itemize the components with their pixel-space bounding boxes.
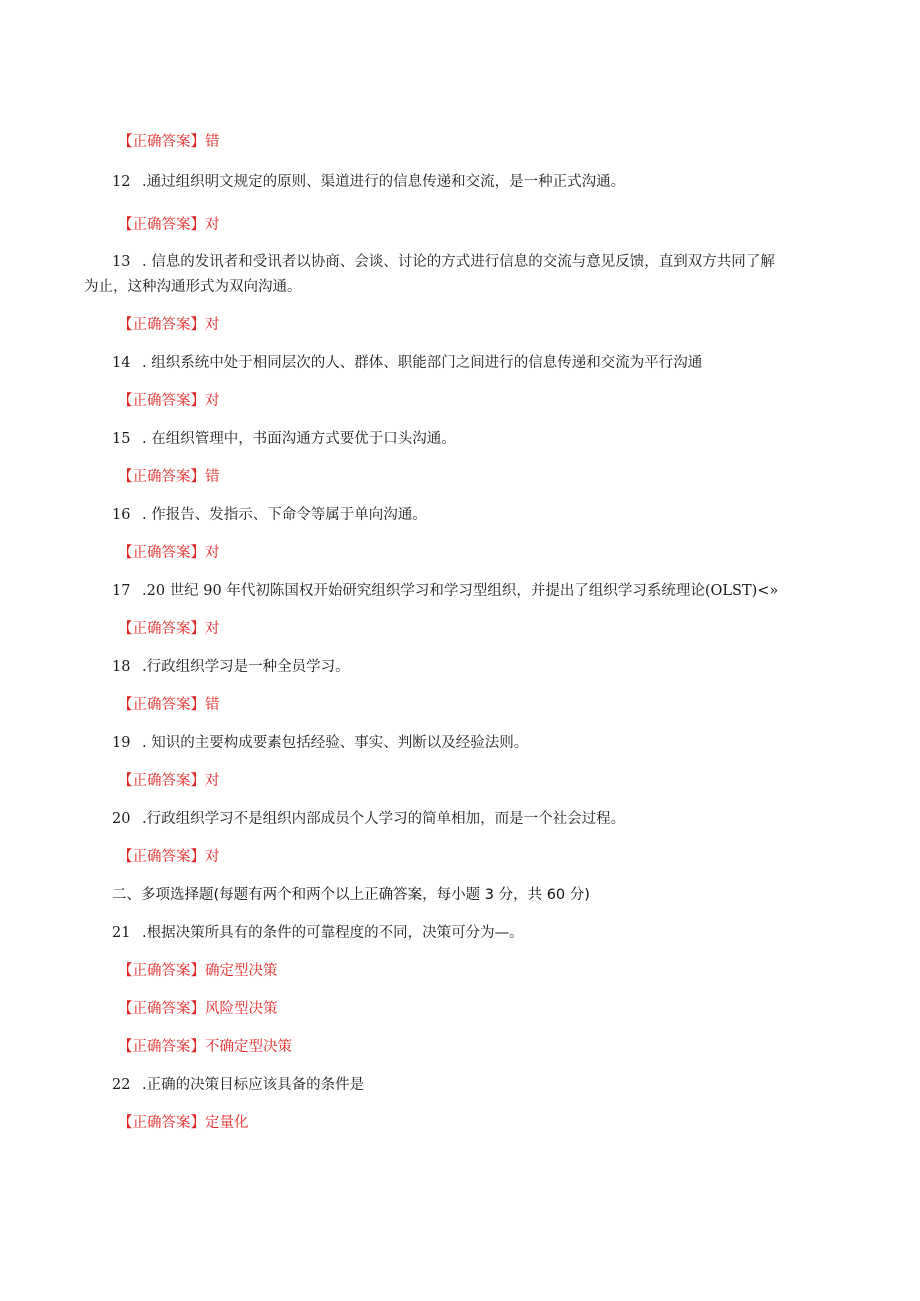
question-13: 13 . 信息的发讯者和受讯者以协商、会谈、讨论的方式进行信息的交流与意见反馈，直到双方共同了解 为止，这种沟通形式为双向沟通。 bbox=[84, 254, 775, 295]
answer-line: 【正确答案】对 bbox=[118, 393, 220, 409]
answer-line: 【正确答案】定量化 bbox=[118, 1115, 249, 1131]
question-12: 12 .通过组织明文规定的原则、渠道进行的信息传递和交流，是一种正式沟通。 bbox=[112, 174, 626, 190]
answer-line: 【正确答案】对 bbox=[118, 317, 220, 333]
answer-line: 【正确答案】对 bbox=[118, 773, 220, 789]
question-16: 16 . 作报告、发指示、下命令等属于单向沟通。 bbox=[112, 507, 427, 523]
answer-line: 【正确答案】错 bbox=[118, 134, 220, 150]
answer-line: 【正确答案】不确定型决策 bbox=[118, 1039, 292, 1055]
question-14: 14 . 组织系统中处于相同层次的人、群体、职能部门之间进行的信息传递和交流为平行沟通 bbox=[112, 355, 703, 371]
answer-line: 【正确答案】对 bbox=[118, 545, 220, 561]
question-15: 15 . 在组织管理中，书面沟通方式要优于口头沟通。 bbox=[112, 431, 456, 447]
question-18: 18 .行政组织学习是一种全员学习。 bbox=[112, 659, 350, 675]
section-heading: 二、多项选择题(每题有两个和两个以上正确答案，每小题 3 分，共 60 分) bbox=[112, 887, 590, 903]
answer-line: 【正确答案】风险型决策 bbox=[118, 1001, 278, 1017]
answer-line: 【正确答案】错 bbox=[118, 697, 220, 713]
answer-line: 【正确答案】确定型决策 bbox=[118, 963, 278, 979]
answer-line: 【正确答案】对 bbox=[118, 621, 220, 637]
question-22: 22 .正确的决策目标应该具备的条件是 bbox=[112, 1077, 365, 1093]
answer-line: 【正确答案】对 bbox=[118, 849, 220, 865]
question-17: 17 .20 世纪 90 年代初陈国权开始研究组织学习和学习型组织，并提出了组织学习系统理论(OLST)<» bbox=[112, 583, 779, 599]
answer-line: 【正确答案】错 bbox=[118, 469, 220, 485]
question-20: 20 .行政组织学习不是组织内部成员个人学习的简单相加，而是一个社会过程。 bbox=[112, 811, 626, 827]
question-21: 21 .根据决策所具有的条件的可靠程度的不同，决策可分为—。 bbox=[112, 925, 524, 941]
question-19: 19 . 知识的主要构成要素包括经验、事实、判断以及经验法则。 bbox=[112, 735, 529, 751]
answer-line: 【正确答案】对 bbox=[118, 217, 220, 233]
